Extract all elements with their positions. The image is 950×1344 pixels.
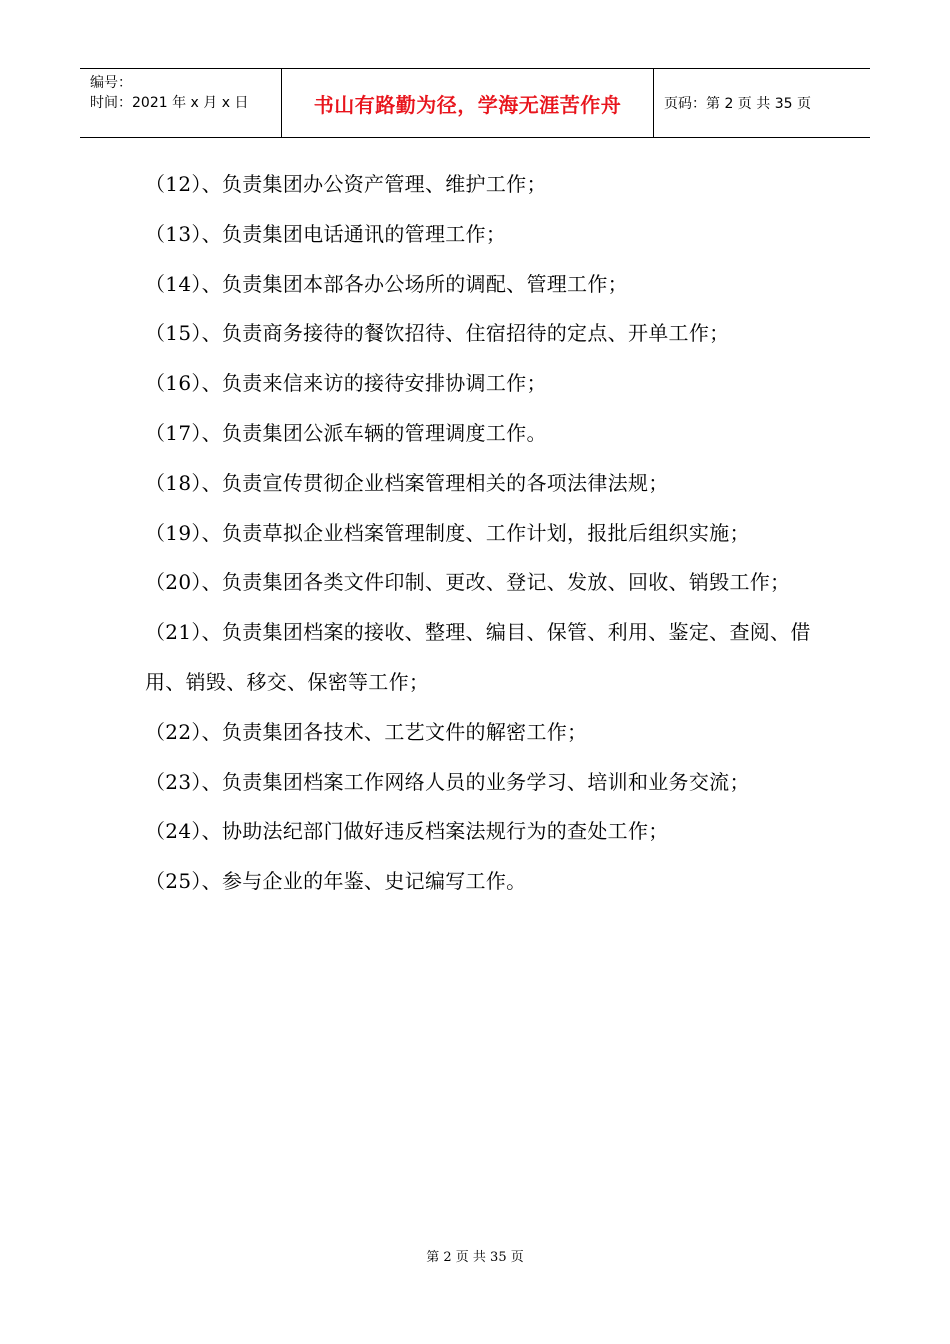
header-motto: 书山有路勤为径，学海无涯苦作舟 <box>313 92 622 117</box>
duty-item-15: （15）、负责商务接待的餐饮招待、住宿招待的定点、开单工作； <box>145 321 730 346</box>
duty-item-13: （13）、负责集团电话通讯的管理工作； <box>145 221 507 246</box>
duty-item-23: （23）、负责集团档案工作网络人员的业务学习、培训和业务交流； <box>145 769 750 794</box>
duty-item-16: （16）、负责来信来访的接待安排协调工作； <box>145 371 547 396</box>
duties-list <box>145 160 815 907</box>
header-page-info: 页码：第 2 页 共 35 页 <box>664 96 811 112</box>
duty-item-18: （18）、负责宣传贯彻企业档案管理相关的各项法律法规； <box>145 470 669 495</box>
duty-item-14: （14）、负责集团本部各办公场所的调配、管理工作； <box>145 271 628 296</box>
duty-item-21: （21）、负责集团档案的接收、整理、编目、保管、利用、鉴定、查阅、借用、销毁、移交、保密等工作； <box>145 620 811 694</box>
footer-page-number: 第 2 页 共 35 页 <box>426 1250 524 1265</box>
header-meta-cell <box>80 69 282 137</box>
duty-item-22: （22）、负责集团各技术、工艺文件的解密工作； <box>145 719 588 744</box>
duty-item-12: （12）、负责集团办公资产管理、维护工作； <box>145 172 547 196</box>
header-page-cell <box>654 69 870 137</box>
duty-item-25: （25）、参与企业的年鉴、史记编写工作。 <box>145 869 527 894</box>
header-motto-cell <box>282 69 654 137</box>
page-footer <box>0 1246 950 1265</box>
duty-item-17: （17）、负责集团公派车辆的管理调度工作。 <box>145 420 547 445</box>
duty-item-20: （20）、负责集团各类文件印制、更改、登记、发放、回收、销毁工作； <box>145 570 791 595</box>
document-number-label: 编号： <box>90 75 132 91</box>
duty-item-19: （19）、负责草拟企业档案管理制度、工作计划，报批后组织实施； <box>145 520 750 545</box>
page-header <box>80 68 870 138</box>
document-time-label: 时间：2021 年 x 月 x 日 <box>90 95 249 111</box>
duty-item-24: （24）、协助法纪部门做好违反档案法规行为的查处工作； <box>145 819 669 844</box>
